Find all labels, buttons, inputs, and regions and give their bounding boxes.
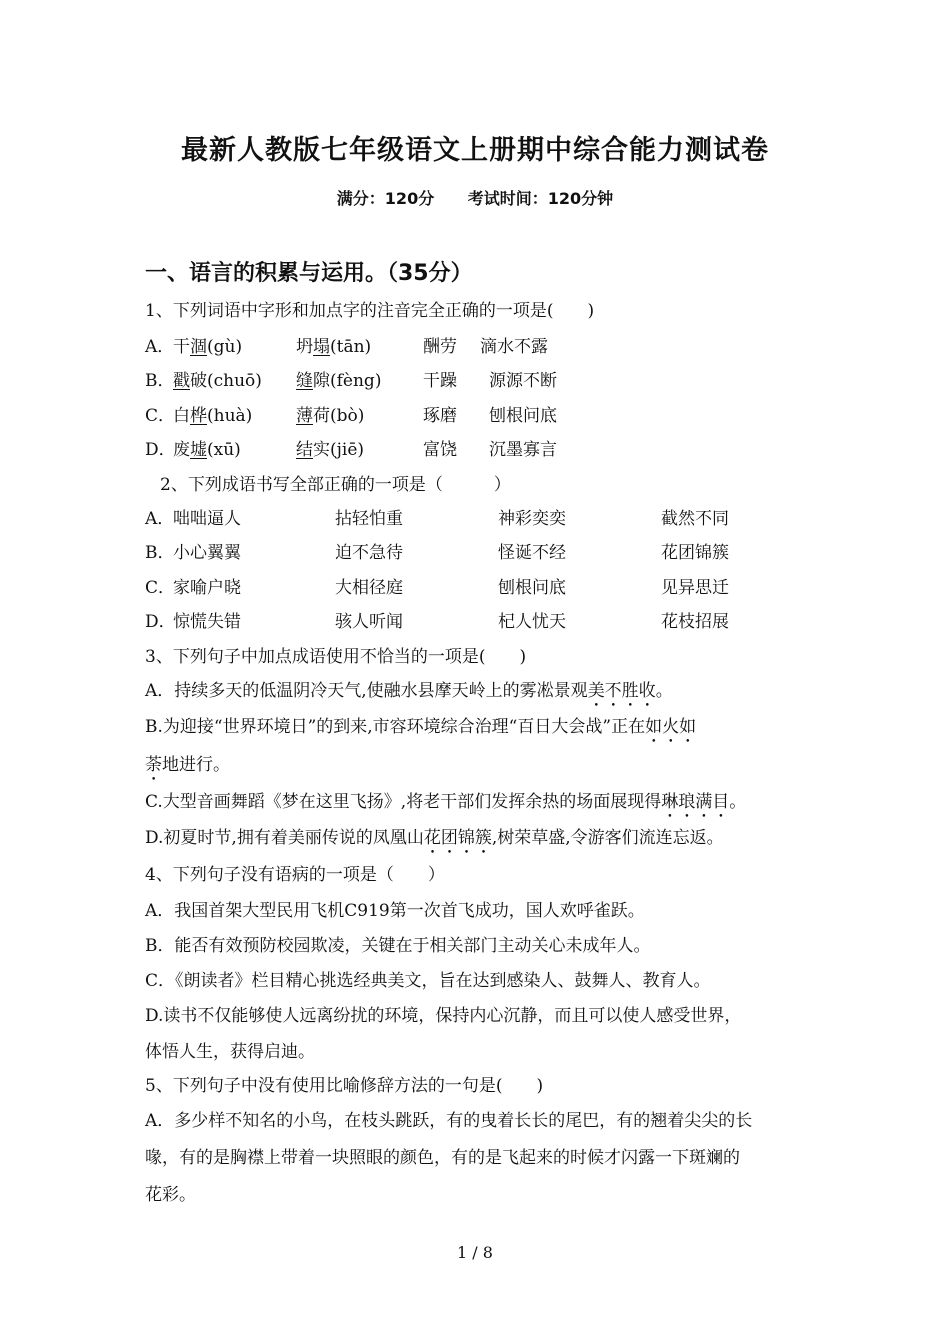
q3-stem: 3、下列句子中加点成语使用不恰当的一项是( ) — [145, 647, 527, 667]
q3-option-b: B.为迎接“世界环境日”的到来,市容环境综合治理“百日大会战”正在如火如 — [145, 717, 697, 737]
q3-option-b-cont: 荼地进行。 — [145, 755, 230, 775]
exam-info — [0, 186, 950, 209]
q3-option-d: D.初夏时节,拥有着美丽传说的凤凰山花团锦簇,树荣草盛,令游客们流连忘返。 — [145, 828, 724, 848]
page-title: 最新人教版七年级语文上册期中综合能力测试卷 — [181, 135, 769, 166]
q4-option-d: D.读书不仅能够使人远离纷扰的环境，保持内心沉静，而且可以使人感受世界， — [145, 1006, 742, 1026]
q2-stem: 2、下列成语书写全部正确的一项是（ ） — [160, 475, 511, 495]
full-score: 满分：120分 — [336, 189, 435, 208]
q3-option-c: C.大型音画舞蹈《梦在这里飞扬》,将老干部们发挥余热的场面展现得琳琅满目。 — [145, 792, 747, 812]
page-number: 1 / 8 — [457, 1243, 493, 1262]
q4-option-d-cont: 体悟人生，获得启迪。 — [145, 1042, 315, 1062]
q3-option-a: A．持续多天的低温阴冷天气,使融水县摩天岭上的雾凇景观美不胜收。 — [145, 681, 673, 701]
q5-option-a: A．多少样不知名的小鸟，在枝头跳跃，有的曳着长长的尾巴，有的翘着尖尖的长 — [145, 1111, 753, 1131]
q5-option-a-cont2: 花彩。 — [145, 1185, 196, 1205]
q4-option-a: A．我国首架大型民用飞机C919第一次首飞成功，国人欢呼雀跃。 — [145, 901, 645, 921]
q5-stem: 5、下列句子中没有使用比喻修辞方法的一句是( ) — [145, 1076, 544, 1096]
q4-option-b: B．能否有效预防校园欺凌，关键在于相关部门主动关心未成年人。 — [145, 936, 651, 956]
exam-time: 考试时间：120分钟 — [467, 189, 614, 208]
q4-stem: 4、下列句子没有语病的一项是（ ） — [145, 865, 445, 885]
q1-stem: 1、下列词语中字形和加点字的注音完全正确的一项是( ) — [145, 301, 595, 321]
q5-option-a-cont1: 喙，有的是胸襟上带着一块照眼的颜色，有的是飞起来的时候才闪露一下斑斓的 — [145, 1148, 740, 1168]
section-heading: 一、语言的积累与运用。（35分） — [145, 261, 473, 286]
q4-option-c: C．《朗读者》栏目精心挑选经典美文，旨在达到感染人、鼓舞人、教育人。 — [145, 971, 711, 991]
